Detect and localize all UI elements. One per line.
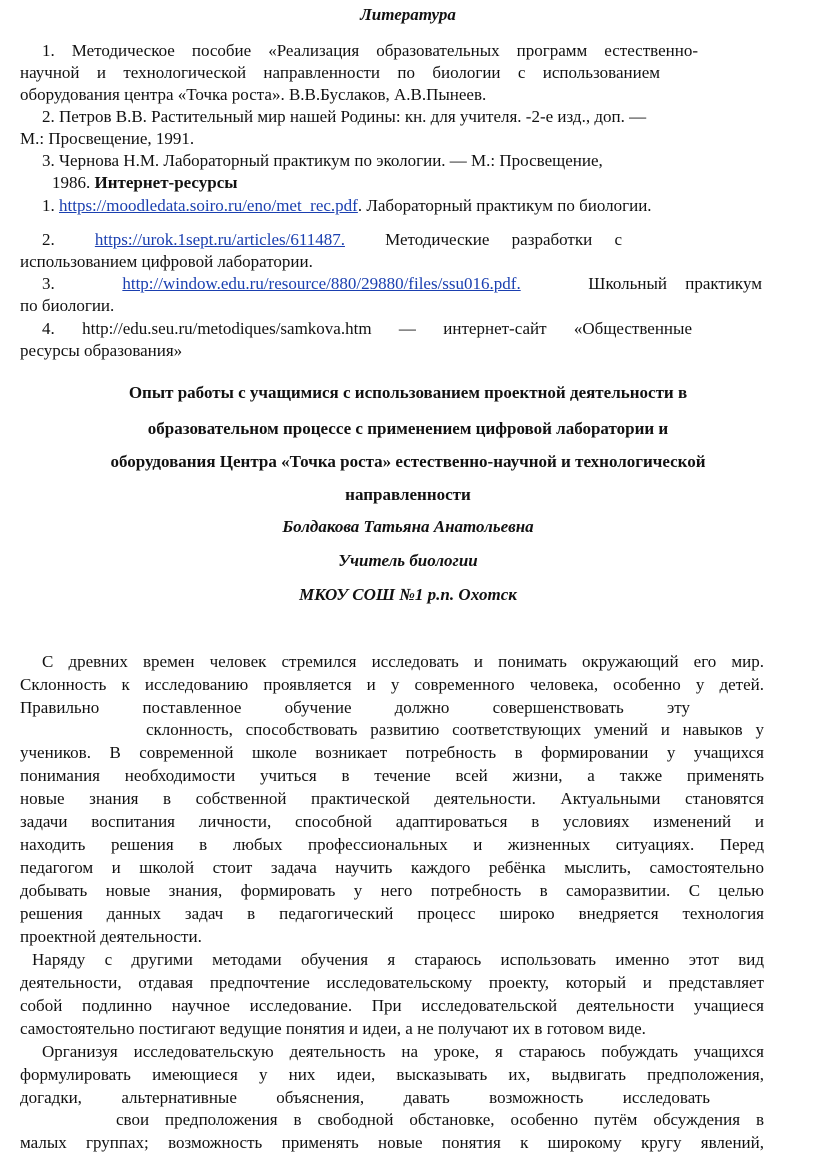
body-line-14: Наряду с другими методами обучения я стараюсь использовать именно этот вид (32, 950, 764, 969)
body-line-4: склонность, способствовать развитию соответствующих умений и навыков у (146, 720, 764, 739)
article-position: Учитель биологии (338, 551, 478, 570)
literature-item-1-line-3: оборудования центра «Точка роста». В.В.Буслаков, А.В.Пынеев. (20, 85, 487, 104)
literature-item-1-line-2: научной и технологической направленности по биологии с использованием (20, 63, 660, 82)
internet-item-3-line-2: по биологии. (20, 296, 115, 315)
internet-item-3 (42, 273, 762, 295)
internet-item-4-line-1: 4. http://edu.seu.ru/metodiques/samkova.htm — интернет-сайт «Общественные (42, 319, 692, 338)
body-line-11: добывать новые знания, формировать у него потребность в саморазвитии. С целью (20, 881, 764, 900)
literature-item-1-line-1: 1. Методическое пособие «Реализация образовательных программ естественно- (42, 41, 698, 60)
article-title-line-1: Опыт работы с учащимися с использованием проектной деятельности в (128, 383, 688, 402)
body-line-15: деятельности, отдавая предпочтение исследовательскому проекту, который и представляет (20, 973, 764, 992)
literature-item-2-line-1: 2. Петров В.В. Растительный мир нашей Родины: кн. для учителя. -2-е изд., доп. — (42, 107, 647, 126)
body-line-22: малых группах; возможность применять новые понятия к широкому кругу явлений, (20, 1133, 764, 1152)
body-line-3: Правильно поставленное обучение должно совершенствовать эту (20, 698, 690, 717)
body-line-12: решения данных задач в педагогический процесс широко внедряется технология (20, 904, 764, 923)
body-line-18: Организуя исследовательскую деятельность на уроке, я стараюсь побуждать учащихся (42, 1042, 764, 1061)
body-line-16: собой подлинно научное исследование. При исследовательской деятельности учащиеся (20, 996, 764, 1015)
internet-item-1-text: . Лабораторный практикум по биологии. (357, 196, 652, 215)
internet-item-2-line-2: использованием цифровой лаборатории. (20, 252, 313, 271)
literature-item-3-year: 1986. (52, 173, 91, 192)
body-line-10: педагогом и школой стоит задача научить каждого ребёнка мыслить, самостоятельно (20, 858, 764, 877)
internet-item-2-link[interactable]: https://urok.1sept.ru/articles/611487. (94, 230, 345, 249)
body-line-1: С древних времен человек стремился исследовать и понимать окружающий его мир. (42, 652, 764, 671)
body-line-8: задачи воспитания личности, способной адаптироваться в условиях изменений и (20, 812, 764, 831)
body-line-6: понимания необходимости учиться в течение всей жизни, а также применять (20, 766, 764, 785)
internet-item-1 (42, 195, 786, 217)
article-title-line-3: оборудования Центра «Точка роста» естественно-научной и технологической (110, 452, 706, 471)
internet-item-3-text: Школьный практикум (588, 274, 762, 293)
internet-item-2-text: Методические разработки с (385, 230, 622, 249)
literature-item-3-line-1: 3. Чернова Н.М. Лабораторный практикум по экологии. — М.: Просвещение, (42, 151, 603, 170)
internet-item-1-link[interactable]: https://moodledata.soiro.ru/eno/met_rec.pdf (59, 196, 358, 215)
article-title-line-2: образовательном процессе с применением цифровой лаборатории и (147, 419, 669, 438)
internet-item-1-number: 1. (42, 196, 55, 215)
internet-item-2 (42, 229, 622, 251)
literature-heading: Литература (360, 5, 456, 24)
body-line-20: догадки, альтернативные объяснения, давать возможность исследовать (20, 1088, 710, 1107)
article-title-line-4: направленности (345, 485, 471, 504)
body-line-9: находить решения в любых профессиональных и жизненных ситуациях. Перед (20, 835, 764, 854)
body-line-19: формулировать имеющиеся у них идеи, высказывать их, выдвигать предположения, (20, 1065, 764, 1084)
body-line-17: самостоятельно постигают ведущие понятия и идеи, а не получают их в готовом виде. (20, 1019, 646, 1038)
article-school: МКОУ СОШ №1 р.п. Охотск (299, 585, 517, 604)
body-line-7: новые знания в собственной практической деятельности. Актуальными становятся (20, 789, 764, 808)
body-line-5: учеников. В современной школе возникает потребность в формировании у учащихся (20, 743, 764, 762)
article-author: Болдакова Татьяна Анатольевна (282, 517, 534, 536)
internet-item-3-number: 3. (42, 274, 55, 293)
internet-item-4-line-2: ресурсы образования» (20, 341, 183, 360)
internet-item-2-number: 2. (42, 230, 55, 249)
literature-item-3-line-2 (52, 172, 796, 194)
body-line-13: проектной деятельности. (20, 927, 202, 946)
literature-item-2-line-2: М.: Просвещение, 1991. (20, 129, 195, 148)
body-line-2: Склонность к исследованию проявляется и у современного человека, особенно у детей. (20, 675, 764, 694)
body-line-21: свои предположения в свободной обстановке, особенно путём обсуждения в (116, 1110, 764, 1129)
internet-item-3-link[interactable]: http://window.edu.ru/resource/880/29880/files/ssu016.pdf. (122, 274, 521, 293)
internet-resources-heading: Интернет-ресурсы (94, 173, 238, 192)
